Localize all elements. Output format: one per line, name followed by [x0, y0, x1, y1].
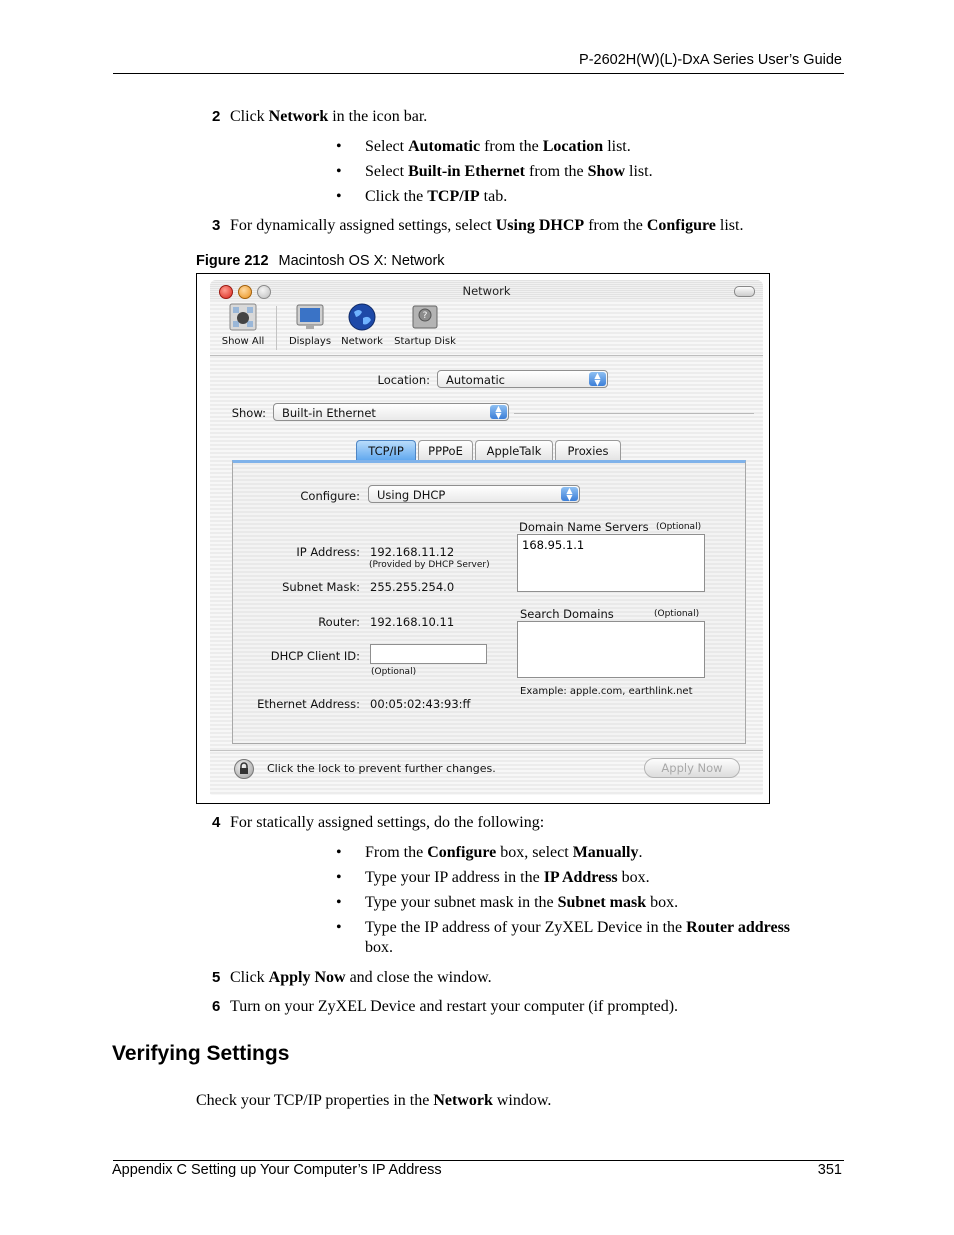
ip-address-value: 192.168.11.12	[370, 545, 455, 559]
bullet-item	[336, 893, 678, 913]
bullet-item	[336, 843, 642, 863]
globe-icon	[347, 302, 377, 332]
step-bold: Configure	[646, 217, 716, 234]
step-bold: Apply Now	[268, 969, 346, 986]
bullet-dot: •	[336, 138, 342, 155]
bullet-dot: •	[336, 844, 342, 861]
bullet-item	[336, 187, 507, 207]
step-text: Click	[230, 108, 269, 125]
subnet-mask-value: 255.255.254.0	[370, 580, 455, 594]
step-text: from the	[584, 217, 647, 234]
title-bar	[210, 280, 763, 300]
bullet-text: from the	[524, 163, 588, 180]
bullet-text: box.	[617, 869, 650, 886]
show-popup[interactable]	[273, 403, 509, 421]
hard-disk-icon	[410, 302, 440, 332]
tcp-ip-panel	[232, 460, 746, 744]
step-bold: Using DHCP	[495, 217, 585, 234]
popup-arrows-icon: ▲ ▼	[490, 405, 507, 419]
step-text: Click	[230, 969, 269, 986]
bullet-text: tab.	[479, 188, 508, 205]
lock-text: Click the lock to prevent further changes.	[267, 762, 496, 775]
section-title: Verifying Settings	[112, 1042, 290, 1065]
svg-text:?: ?	[422, 311, 428, 321]
toolbar-network[interactable]	[336, 302, 388, 347]
bullet-text: list.	[625, 163, 653, 180]
apply-now-button[interactable]: Apply Now	[644, 758, 740, 778]
step-3	[212, 216, 743, 236]
bullet-text: Type your IP address in the	[365, 869, 544, 886]
step-text: For statically assigned settings, do the following:	[230, 814, 545, 831]
toolbar-separator	[210, 355, 763, 356]
dns-label: Domain Name Servers	[519, 520, 649, 534]
header-rule	[113, 73, 844, 74]
dhcp-client-id-note: (Optional)	[371, 667, 417, 677]
step-4	[212, 813, 544, 833]
step-bold: Network	[268, 108, 329, 125]
toolbar-startup-disk[interactable]	[390, 302, 460, 347]
bullet-continuation: box.	[365, 939, 393, 956]
configure-popup[interactable]	[368, 485, 580, 503]
location-label: Location:	[377, 373, 430, 387]
verify-paragraph	[196, 1092, 551, 1110]
toolbar-label: Displays	[288, 336, 332, 347]
step-6	[212, 997, 678, 1017]
search-domains-optional: (Optional)	[654, 609, 700, 619]
paragraph-text: Check your TCP/IP properties in the	[196, 1092, 434, 1109]
step-number: 4	[212, 814, 221, 831]
bullet-text: Select	[365, 163, 409, 180]
ethernet-address-value: 00:05:02:43:93:ff	[370, 697, 471, 711]
step-number: 6	[212, 998, 221, 1015]
figure-label: Figure 212	[196, 253, 269, 269]
bullet-text: from the	[480, 138, 543, 155]
figure-frame	[196, 273, 770, 804]
location-popup[interactable]	[437, 370, 608, 388]
bullet-item	[336, 162, 653, 182]
configure-label: Configure:	[300, 489, 360, 503]
bullet-bold: Manually	[572, 844, 639, 861]
bullet-text: Type your subnet mask in the	[365, 894, 558, 911]
bullet-bold: Location	[542, 138, 604, 155]
popup-arrows-icon: ▲ ▼	[589, 372, 606, 386]
dns-optional: (Optional)	[656, 522, 702, 532]
ip-address-label: IP Address:	[296, 545, 360, 559]
bullet-text: Type the IP address of your ZyXEL Device in the	[365, 919, 687, 936]
page-header: P-2602H(W)(L)-DxA Series User’s Guide	[579, 52, 842, 68]
bullet-text: .	[638, 844, 643, 861]
bottom-separator	[210, 750, 763, 751]
bullet-bold: Router address	[686, 919, 791, 936]
step-number: 5	[212, 969, 221, 986]
bullet-text: Click the	[365, 188, 428, 205]
toolbar-show-all[interactable]	[219, 302, 267, 347]
bullet-text: Select	[365, 138, 409, 155]
configure-value: Using DHCP	[377, 488, 446, 502]
tab-tcp-ip[interactable]: TCP/IP	[356, 440, 416, 461]
bullet-dot: •	[336, 869, 342, 886]
window-title: Network	[462, 284, 511, 298]
popup-arrows-icon: ▲ ▼	[561, 487, 578, 501]
bullet-text: From the	[365, 844, 428, 861]
show-all-icon	[228, 302, 258, 332]
toolbar-label: Show All	[221, 336, 265, 347]
bullet-dot: •	[336, 894, 342, 911]
step-2	[212, 107, 427, 127]
bullet-bold: TCP/IP	[427, 188, 480, 205]
bullet-bold: Configure	[427, 844, 497, 861]
figure-title: Macintosh OS X: Network	[278, 253, 445, 269]
step-text: Turn on your ZyXEL Device and restart your computer (if prompted).	[230, 998, 679, 1015]
bullet-text: box.	[646, 894, 679, 911]
display-icon	[295, 302, 325, 332]
bullet-dot: •	[336, 163, 342, 180]
router-value: 192.168.10.11	[370, 615, 455, 629]
dns-servers-input[interactable]: 168.95.1.1	[517, 534, 705, 592]
router-label: Router:	[318, 615, 360, 629]
tab-pppoe[interactable]: PPPoE	[418, 440, 473, 461]
toolbar-toggle-icon[interactable]	[734, 286, 755, 297]
bullet-bold: Subnet mask	[557, 894, 647, 911]
bullet-dot: •	[336, 188, 342, 205]
step-number: 3	[212, 217, 221, 234]
paragraph-text: window.	[492, 1092, 552, 1109]
bullet-bold: Built-in Ethernet	[408, 163, 525, 180]
search-domains-example: Example: apple.com, earthlink.net	[520, 686, 693, 697]
tab-proxies[interactable]: Proxies	[555, 440, 621, 461]
paragraph-bold: Network	[433, 1092, 493, 1109]
dhcp-client-id-input[interactable]	[370, 644, 487, 664]
dhcp-client-id-label: DHCP Client ID:	[270, 649, 360, 663]
footer-chapter: Appendix C Setting up Your Computer’s IP Address	[112, 1162, 442, 1178]
show-label: Show:	[231, 406, 266, 420]
ip-address-note: (Provided by DHCP Server)	[369, 560, 490, 570]
bullet-dot: •	[336, 919, 342, 936]
toolbar-label: Startup Disk	[394, 336, 456, 347]
footer-rule	[113, 1160, 844, 1161]
search-domains-input[interactable]	[517, 621, 705, 678]
step-text: and close the window.	[345, 969, 492, 986]
bullet-item	[336, 868, 650, 888]
bullet-item	[336, 137, 631, 157]
network-window	[210, 280, 763, 795]
figure-caption	[196, 253, 445, 269]
tab-appletalk[interactable]: AppleTalk	[475, 440, 553, 461]
step-5	[212, 968, 492, 988]
toolbar-label: Network	[341, 336, 383, 347]
toolbar-displays[interactable]	[284, 302, 336, 347]
bullet-text: box, select	[496, 844, 573, 861]
step-text: list.	[715, 217, 744, 234]
location-value: Automatic	[446, 373, 505, 387]
ethernet-address-label: Ethernet Address:	[257, 697, 360, 711]
show-value: Built-in Ethernet	[282, 406, 376, 420]
page-number: 351	[817, 1162, 842, 1178]
lock-icon[interactable]	[234, 759, 254, 779]
bullet-bold: IP Address	[543, 869, 618, 886]
show-divider	[514, 413, 754, 414]
step-number: 2	[212, 108, 221, 125]
subnet-mask-label: Subnet Mask:	[282, 580, 360, 594]
search-domains-label: Search Domains	[520, 607, 614, 621]
bullet-item	[336, 918, 790, 938]
bullet-bold: Automatic	[408, 138, 481, 155]
step-text: in the icon bar.	[328, 108, 428, 125]
bullet-text: list.	[603, 138, 631, 155]
toolbar-divider	[276, 306, 277, 350]
bullet-bold: Show	[587, 163, 625, 180]
step-text: For dynamically assigned settings, select	[230, 217, 496, 234]
